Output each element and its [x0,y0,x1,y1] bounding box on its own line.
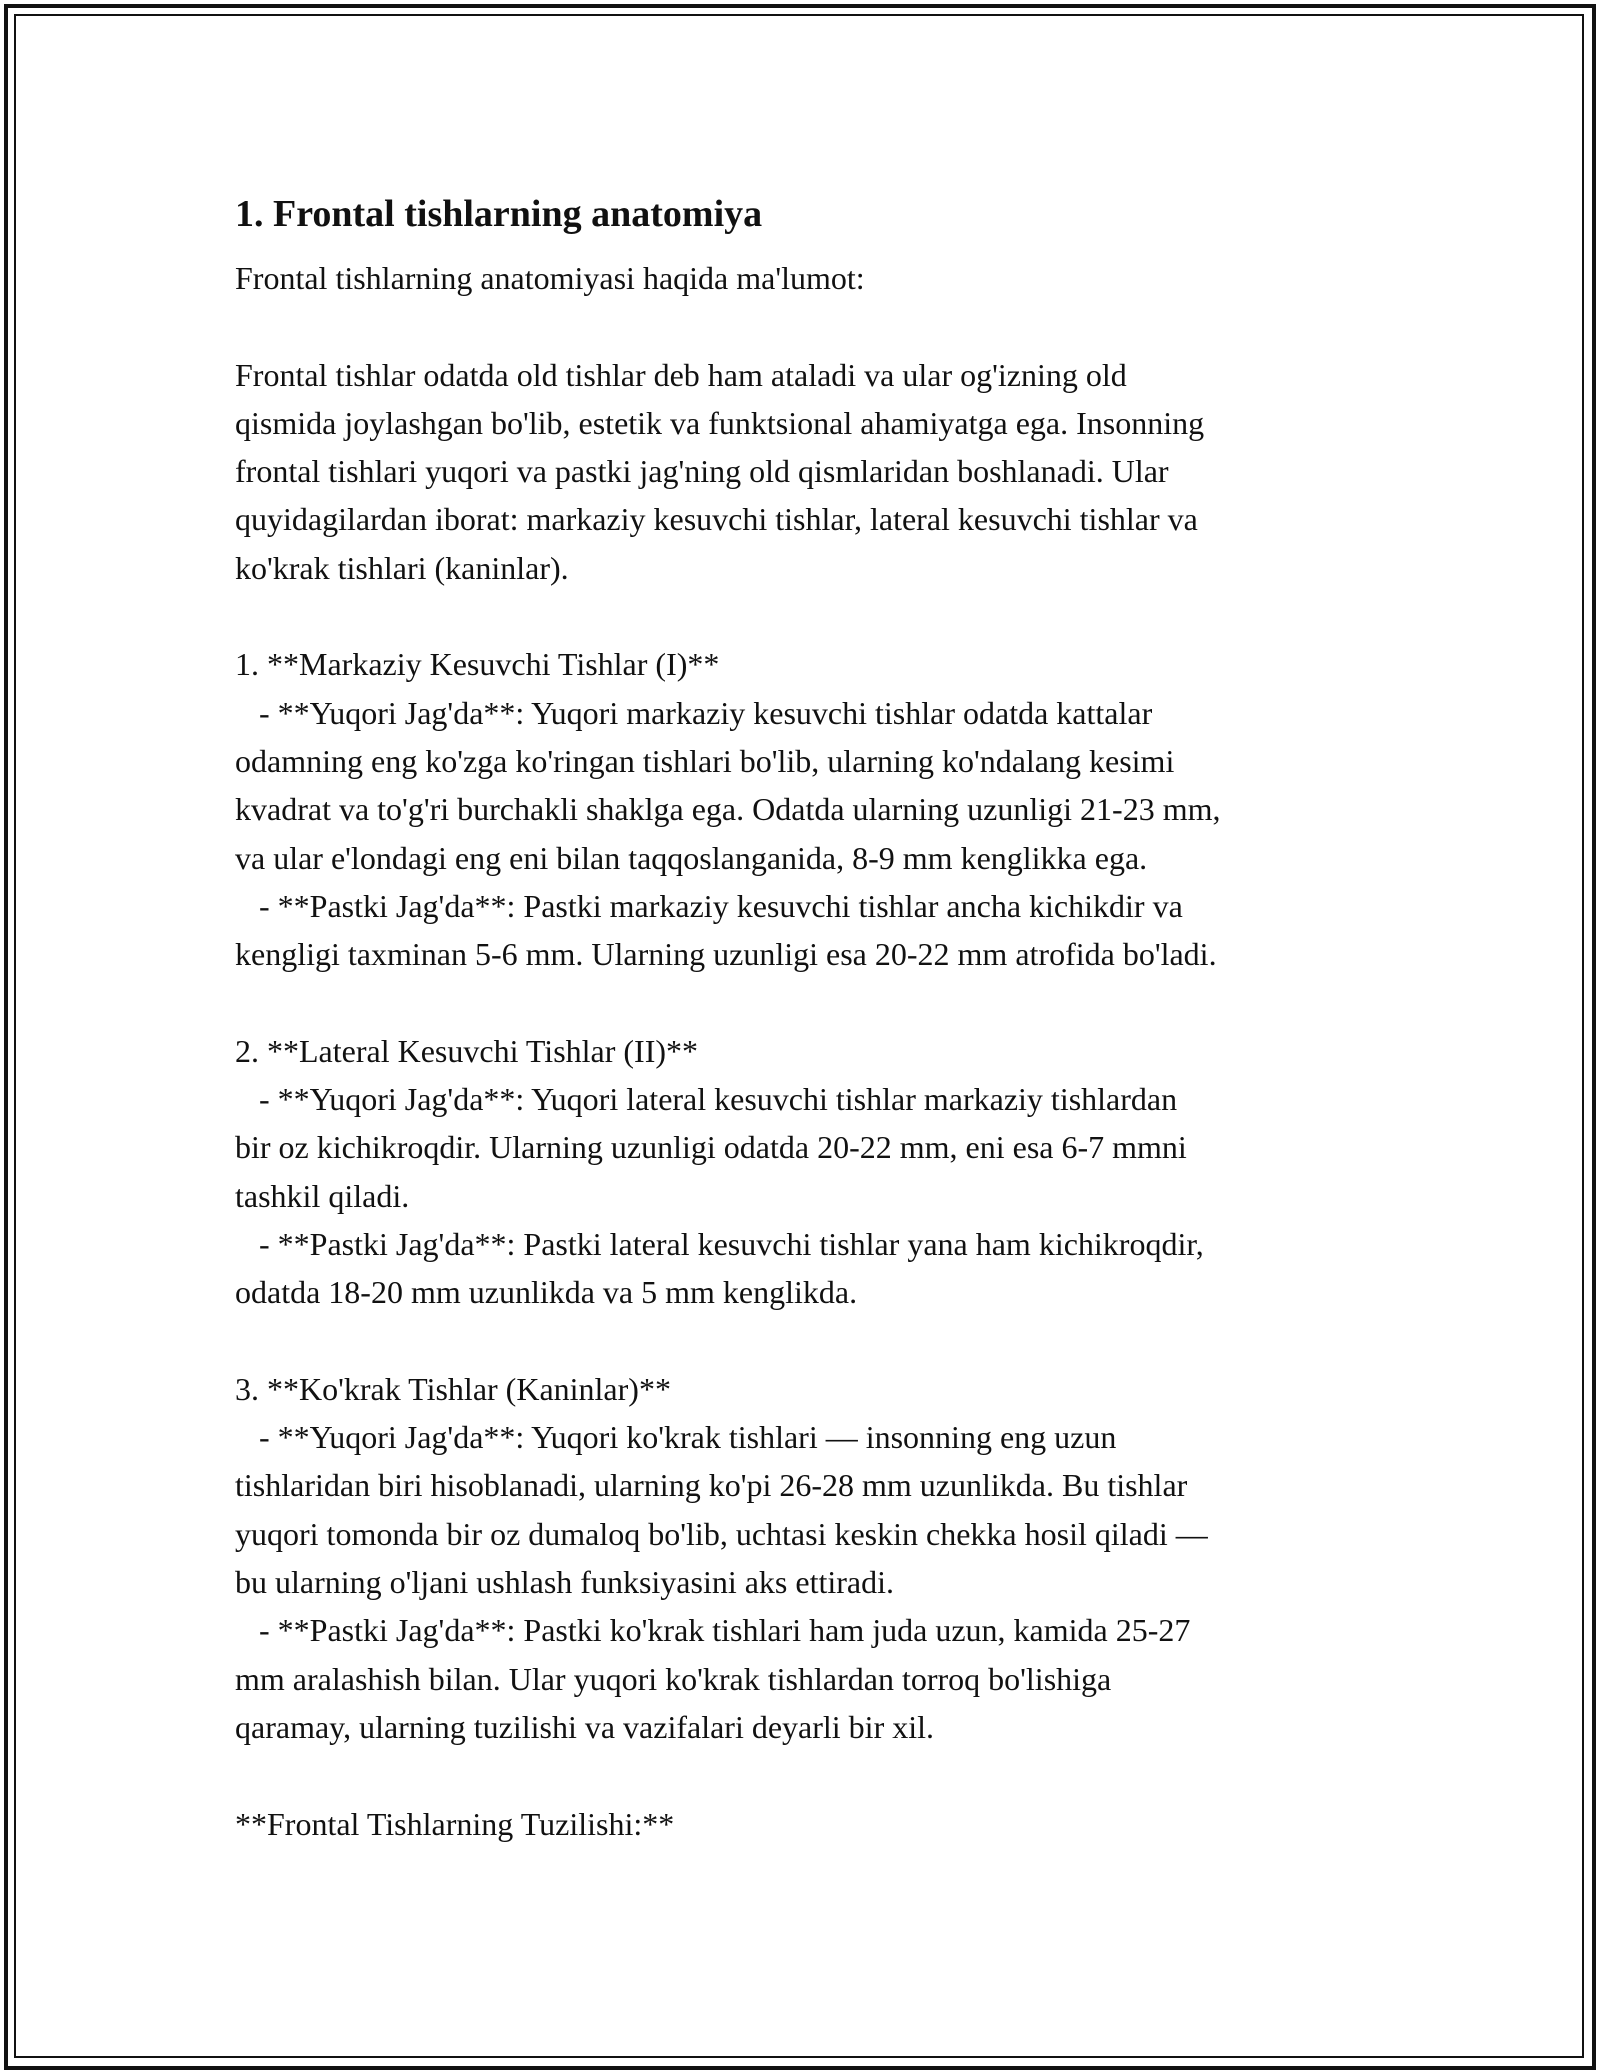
document-body: Frontal tishlarning anatomiyasi haqida ma'lumot: Frontal tishlar odatda old tishlar deb ham ataladi va ular og'izning old qismida joylashgan bo'lib, estetik va funktsional ahamiyatga ega. Insonning frontal tishlari yuqori va pastki jag'ning old qismlaridan boshlanadi. Ular quyidagilardan iborat: markaziy kesuvchi tishlar, lateral kesuvchi tishlar va ko'krak tishlari (kaninlar). 1. **Markaziy Kesuvchi Tishlar (I)** - **Yuqori Jag'da**: Yuqori markaziy kesuvchi tishlar odatda kattalar odamning eng ko'zga ko'ringan tishlari bo'lib, ularning ko'ndalang kesimi kvadrat va to'g'ri burchakli shaklga ega. Odatda ularning uzunligi 21-23 mm, va ular e'londagi eng eni bilan taqqoslanganida, 8-9 mm kenglikka ega. - **Pastki Jag'da**: Pastki markaziy kesuvchi tishlar ancha kichikdir va kengligi taxminan 5-6 mm. Ularning uzunligi esa 20-22 mm atrofida bo'ladi. 2. **Lateral Kesuvchi Tishlar (II)** - **Yuqori Jag'da**: Yuqori lateral kesuvchi tishlar markaziy tishlardan bir oz kichikroqdir. Ularning uzunligi odatda 20-22 mm, eni esa 6-7 mmni tashkil qiladi. - **Pastki Jag'da**: Pastki lateral kesuvchi tishlar yana ham kichikroqdir, odatda 18-20 mm uzunlikda va 5 mm kenglikda. 3. **Ko'krak Tishlar (Kaninlar)** - **Yuqori Jag'da**: Yuqori ko'krak tishlari — insonning eng uzun tishlaridan biri hisoblanadi, ularning ko'pi 26-28 mm uzunlikda. Bu tishlar yuqori tomonda bir oz dumaloq bo'lib, uchtasi keskin chekka hosil qiladi — bu ularning o'ljani ushlash funksiyasini aks ettiradi. - **Pastki Jag'da**: Pastki ko'krak tishlari ham juda uzun, kamida 25-27 mm aralashish bilan. Ular yuqori ko'krak tishlardan torroq bo'lishiga qaramay, ularning tuzilishi va vazifalari deyarli bir xil. **Frontal Tishlarning Tuzilishi:** [235,260,1221,1842]
document-content [235,186,1385,1848]
document-heading: 1. Frontal tishlarning anatomiya [235,193,763,235]
